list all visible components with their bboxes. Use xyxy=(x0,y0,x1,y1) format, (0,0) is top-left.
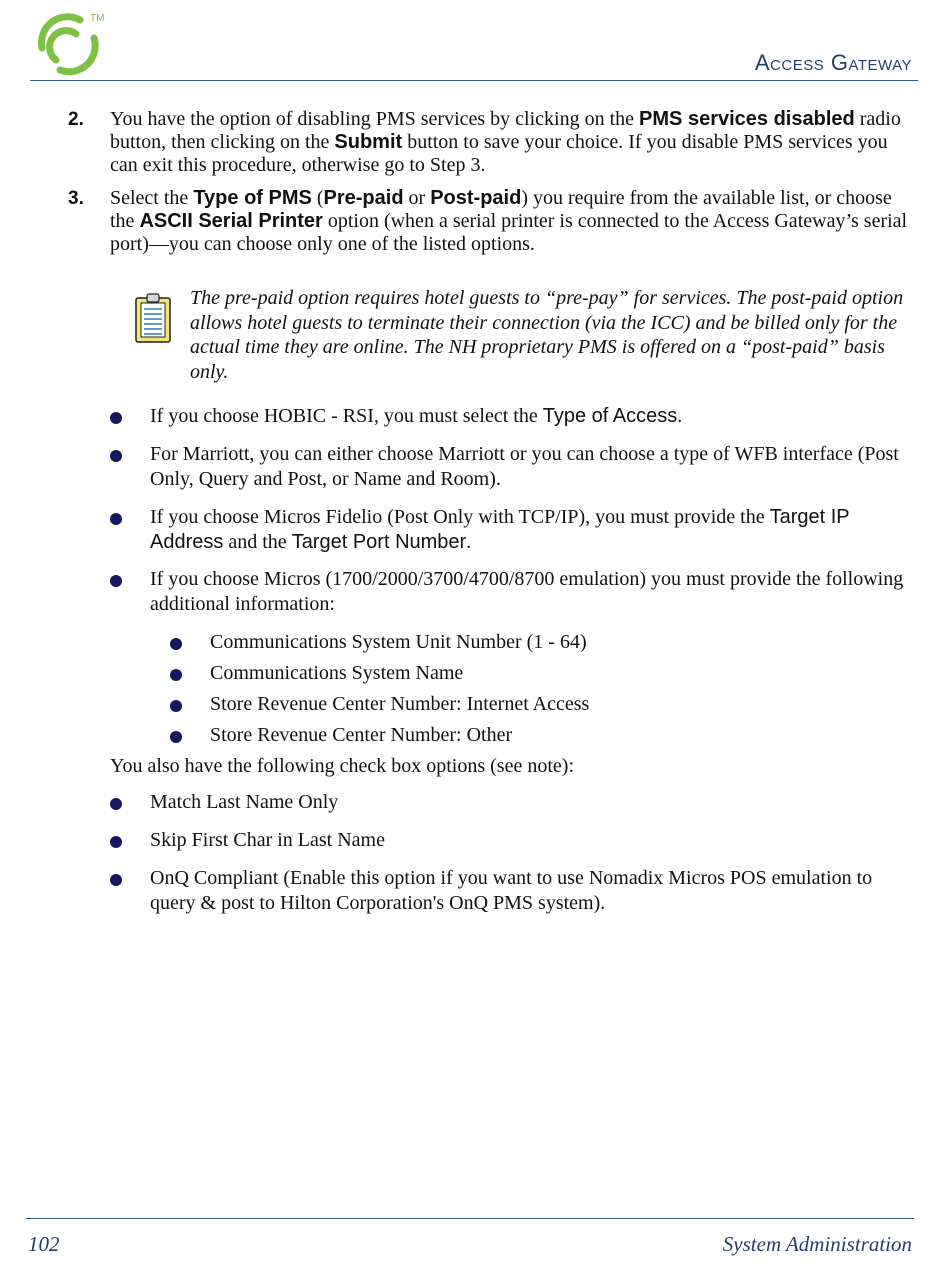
text-segment: If you choose Micros (1700/2000/3700/4700/8700 emulation) you must provide the following additional information: xyxy=(150,568,904,615)
footer-divider xyxy=(26,1218,914,1219)
bullet-icon xyxy=(170,731,182,743)
ui-term-target-ip-address: Target IP Address xyxy=(150,506,850,553)
step-number: 3. xyxy=(68,188,84,209)
step-text xyxy=(110,108,918,177)
text-segment: ) you require from the available list, or choose the xyxy=(110,187,892,232)
ui-term-target-port-number: Target Port Number xyxy=(291,530,467,553)
note-text: The pre-paid option requires hotel guests to “pre-pay” for services. The post-paid option allows hotel guests to terminate their connection (via the ICC) and be billed only for the actual time they are online. The NH proprietary PMS is offered on a “post-paid” basis only. xyxy=(190,287,904,383)
header-divider xyxy=(30,80,918,81)
text-segment: For Marriott, you can either choose Marriott or you can choose a type of WFB interface (Post Only, Query and Post, or Name and Room). xyxy=(150,443,899,490)
sub-bullet-item: Store Revenue Center Number: Other xyxy=(210,724,513,746)
bullet-icon xyxy=(110,450,122,462)
step-2 xyxy=(68,108,918,177)
bullet-item-marriott xyxy=(150,442,918,491)
bullet-icon xyxy=(110,513,122,525)
bullet-icon xyxy=(170,669,182,681)
bullet-item-hobic xyxy=(150,404,918,429)
sub-bullet-item: Communications System Unit Number (1 - 64) xyxy=(210,631,587,653)
company-logo-icon xyxy=(30,8,110,78)
text-segment: radio button, then clicking on the xyxy=(110,108,901,153)
text-segment: Select the xyxy=(110,187,194,209)
sub-bullet-item: Store Revenue Center Number: Internet Access xyxy=(210,693,590,715)
check-options-intro: You also have the following check box options (see note): xyxy=(110,755,574,777)
sub-bullet-item: Communications System Name xyxy=(210,662,464,684)
ui-term-type-of-pms: Type of PMS xyxy=(193,187,312,209)
trademark-mark: TM xyxy=(90,13,105,24)
bullet-icon xyxy=(110,836,122,848)
bullet-item-micros xyxy=(150,567,918,616)
text-segment: If you choose Micros Fidelio (Post Only with TCP/IP), you must provide the xyxy=(150,506,770,528)
footer-section-title: System Administration xyxy=(722,1232,912,1256)
step-number: 2. xyxy=(68,109,84,130)
bullet-icon xyxy=(170,700,182,712)
bullet-icon xyxy=(110,575,122,587)
clipboard-icon xyxy=(133,292,173,344)
step-text xyxy=(110,187,918,256)
ui-term-submit: Submit xyxy=(334,131,403,153)
check-option-item: Skip First Char in Last Name xyxy=(150,829,385,851)
text-segment: button to save your choice. If you disable PMS services you can exit this procedure, otherwise go to Step 3. xyxy=(110,131,888,176)
ui-term-pms-services-disabled: PMS services disabled xyxy=(639,108,855,130)
bullet-icon xyxy=(110,798,122,810)
step-3 xyxy=(68,187,918,256)
text-segment: . xyxy=(677,405,683,427)
text-segment: and the xyxy=(223,530,292,553)
text-segment: . xyxy=(466,530,472,553)
ui-term-ascii-serial-printer: ASCII Serial Printer xyxy=(139,210,323,232)
ui-term-post-paid: Post-paid xyxy=(430,187,522,209)
text-segment: You have the option of disabling PMS services by clicking on the xyxy=(110,108,640,130)
text-segment: or xyxy=(403,187,431,209)
text-segment: If you choose HOBIC - RSI, you must select the xyxy=(150,405,543,427)
bullet-icon xyxy=(170,638,182,650)
text-segment: ( xyxy=(311,187,324,209)
ui-term-type-of-access: Type of Access xyxy=(542,405,678,427)
check-option-item: Match Last Name Only xyxy=(150,791,339,813)
bullet-icon xyxy=(110,412,122,424)
text-segment: option (when a serial printer is connected to the Access Gateway’s serial port)—you can choose only one of the listed options. xyxy=(110,210,908,255)
page-number: 102 xyxy=(28,1232,60,1256)
ui-term-pre-paid: Pre-paid xyxy=(323,187,404,209)
bullet-icon xyxy=(110,874,122,886)
check-option-item: OnQ Compliant (Enable this option if you want to use Nomadix Micros POS emulation to query & post to Hilton Corporation's OnQ PMS system). xyxy=(150,867,873,914)
header-title: Access Gateway xyxy=(754,50,912,75)
bullet-item-micros-fidelio xyxy=(150,505,918,554)
